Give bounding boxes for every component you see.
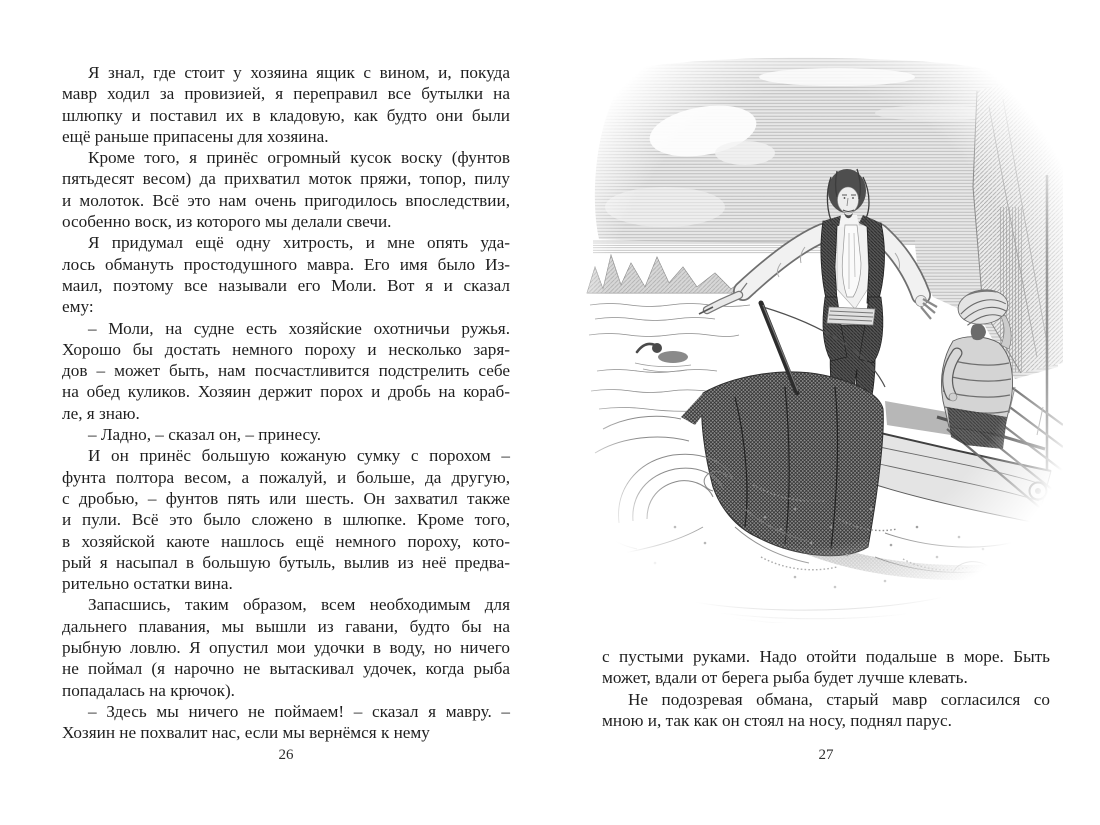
text-line: попадалась на крючок). xyxy=(62,680,235,700)
text-line: фунта полтора весом, а пожалуй, и больше, да другую, xyxy=(62,467,510,487)
text-line: и молоток. Всё это нам очень пригодилось впоследствии, xyxy=(62,190,510,210)
text-line: Я знал, где стоит у хозяина ящик с вином, и, покуда xyxy=(88,63,510,82)
net-canvas xyxy=(681,372,883,556)
text-line: с пустыми руками. Надо отойти подальше в море. Быть xyxy=(602,647,1050,666)
text-line: рительно остатки вина. xyxy=(62,574,233,594)
text-line: Хорошо бы достать немного пороху и несколько заря- xyxy=(62,339,510,359)
text-line: лось обмануть простодушного мавра. Его имя было Из- xyxy=(62,254,510,274)
text-line: – Здесь мы ничего не поймаем! – сказал я мавру. – xyxy=(88,701,510,721)
text-line: шлюпку и поставил их в кладовую, как будто они были xyxy=(62,105,510,125)
text-line: дальнего плавания, мы вышли из гавани, будто бы на xyxy=(62,616,510,636)
text-line: Не подозревая обмана, старый мавр согласился со xyxy=(628,689,1050,709)
text-line: – Моли, на судне есть хозяйские охотничьи ружья. xyxy=(88,318,510,338)
text-line: особенно воск, из которого мы делали свечи. xyxy=(62,212,392,232)
text-line: пятьдесят весом) да прихватил моток пряжи, топор, пилу xyxy=(62,169,510,189)
left-page-number: 26 xyxy=(278,747,294,763)
text-line: рыбную ловлю. Я опустил мои удочки в воду, но ничего xyxy=(62,638,510,658)
text-line: – Ладно, – сказал он, – принесу. xyxy=(88,425,322,445)
text-line: может, вдали от берега рыба будет лучше клевать. xyxy=(602,668,968,688)
text-line: Запасшись, таким образом, всем необходимым для xyxy=(88,595,510,615)
text-line: дов – может быть, нам посчастливится подстрелить себе xyxy=(62,361,510,381)
text-line: с дробью, – фунтов пять или шесть. Он захватил также xyxy=(62,488,510,508)
text-line: мавр ходил за провизией, я переправил все бутылки на xyxy=(62,84,510,104)
left-page-text-column xyxy=(62,62,510,744)
right-page-number: 27 xyxy=(818,747,834,763)
right-page-text-column xyxy=(602,646,1050,731)
text-line: Я придумал ещё одну хитрость, и мне опять уда- xyxy=(88,233,510,253)
text-line: И он принёс большую кожаную сумку с порохом – xyxy=(88,446,510,466)
text-line: Хозяин не похвалит нас, если мы вернёмся к нему xyxy=(62,723,430,743)
sky-light xyxy=(605,187,725,227)
cloud-small xyxy=(715,141,775,165)
text-line: ещё раньше припасены для хозяина. xyxy=(62,126,329,146)
text-line: мною и, так как он стоял на носу, поднял парус. xyxy=(602,710,952,730)
rudder-pulley xyxy=(1030,483,1047,500)
text-line: Кроме того, я принёс огромный кусок воску (фунтов xyxy=(88,148,510,168)
text-line: рый я насыпал в большую бутыль, вылив из неё предва- xyxy=(62,552,510,572)
cloud-streak xyxy=(759,68,915,86)
text-line: не поймал (я нарочно не вытаскивал удочек, когда рыба xyxy=(62,659,510,679)
rocks xyxy=(587,255,755,293)
text-line: в хозяйской каюте нашлось ещё немного пороху, кото- xyxy=(62,531,510,551)
text-line: ле, я знаю. xyxy=(62,403,140,423)
text-line: на обед куликов. Хозяин держит порох и дробь на кораб- xyxy=(62,382,510,402)
swimmer xyxy=(635,343,691,372)
text-line: ему: xyxy=(62,297,94,317)
text-line: маил, поэтому все называли его Моли. Вот я и сказал xyxy=(62,275,510,295)
text-line: и пули. Всё это было сложено в шлюпке. Кроме того, xyxy=(62,510,510,530)
illustration-engraving xyxy=(585,57,1063,623)
